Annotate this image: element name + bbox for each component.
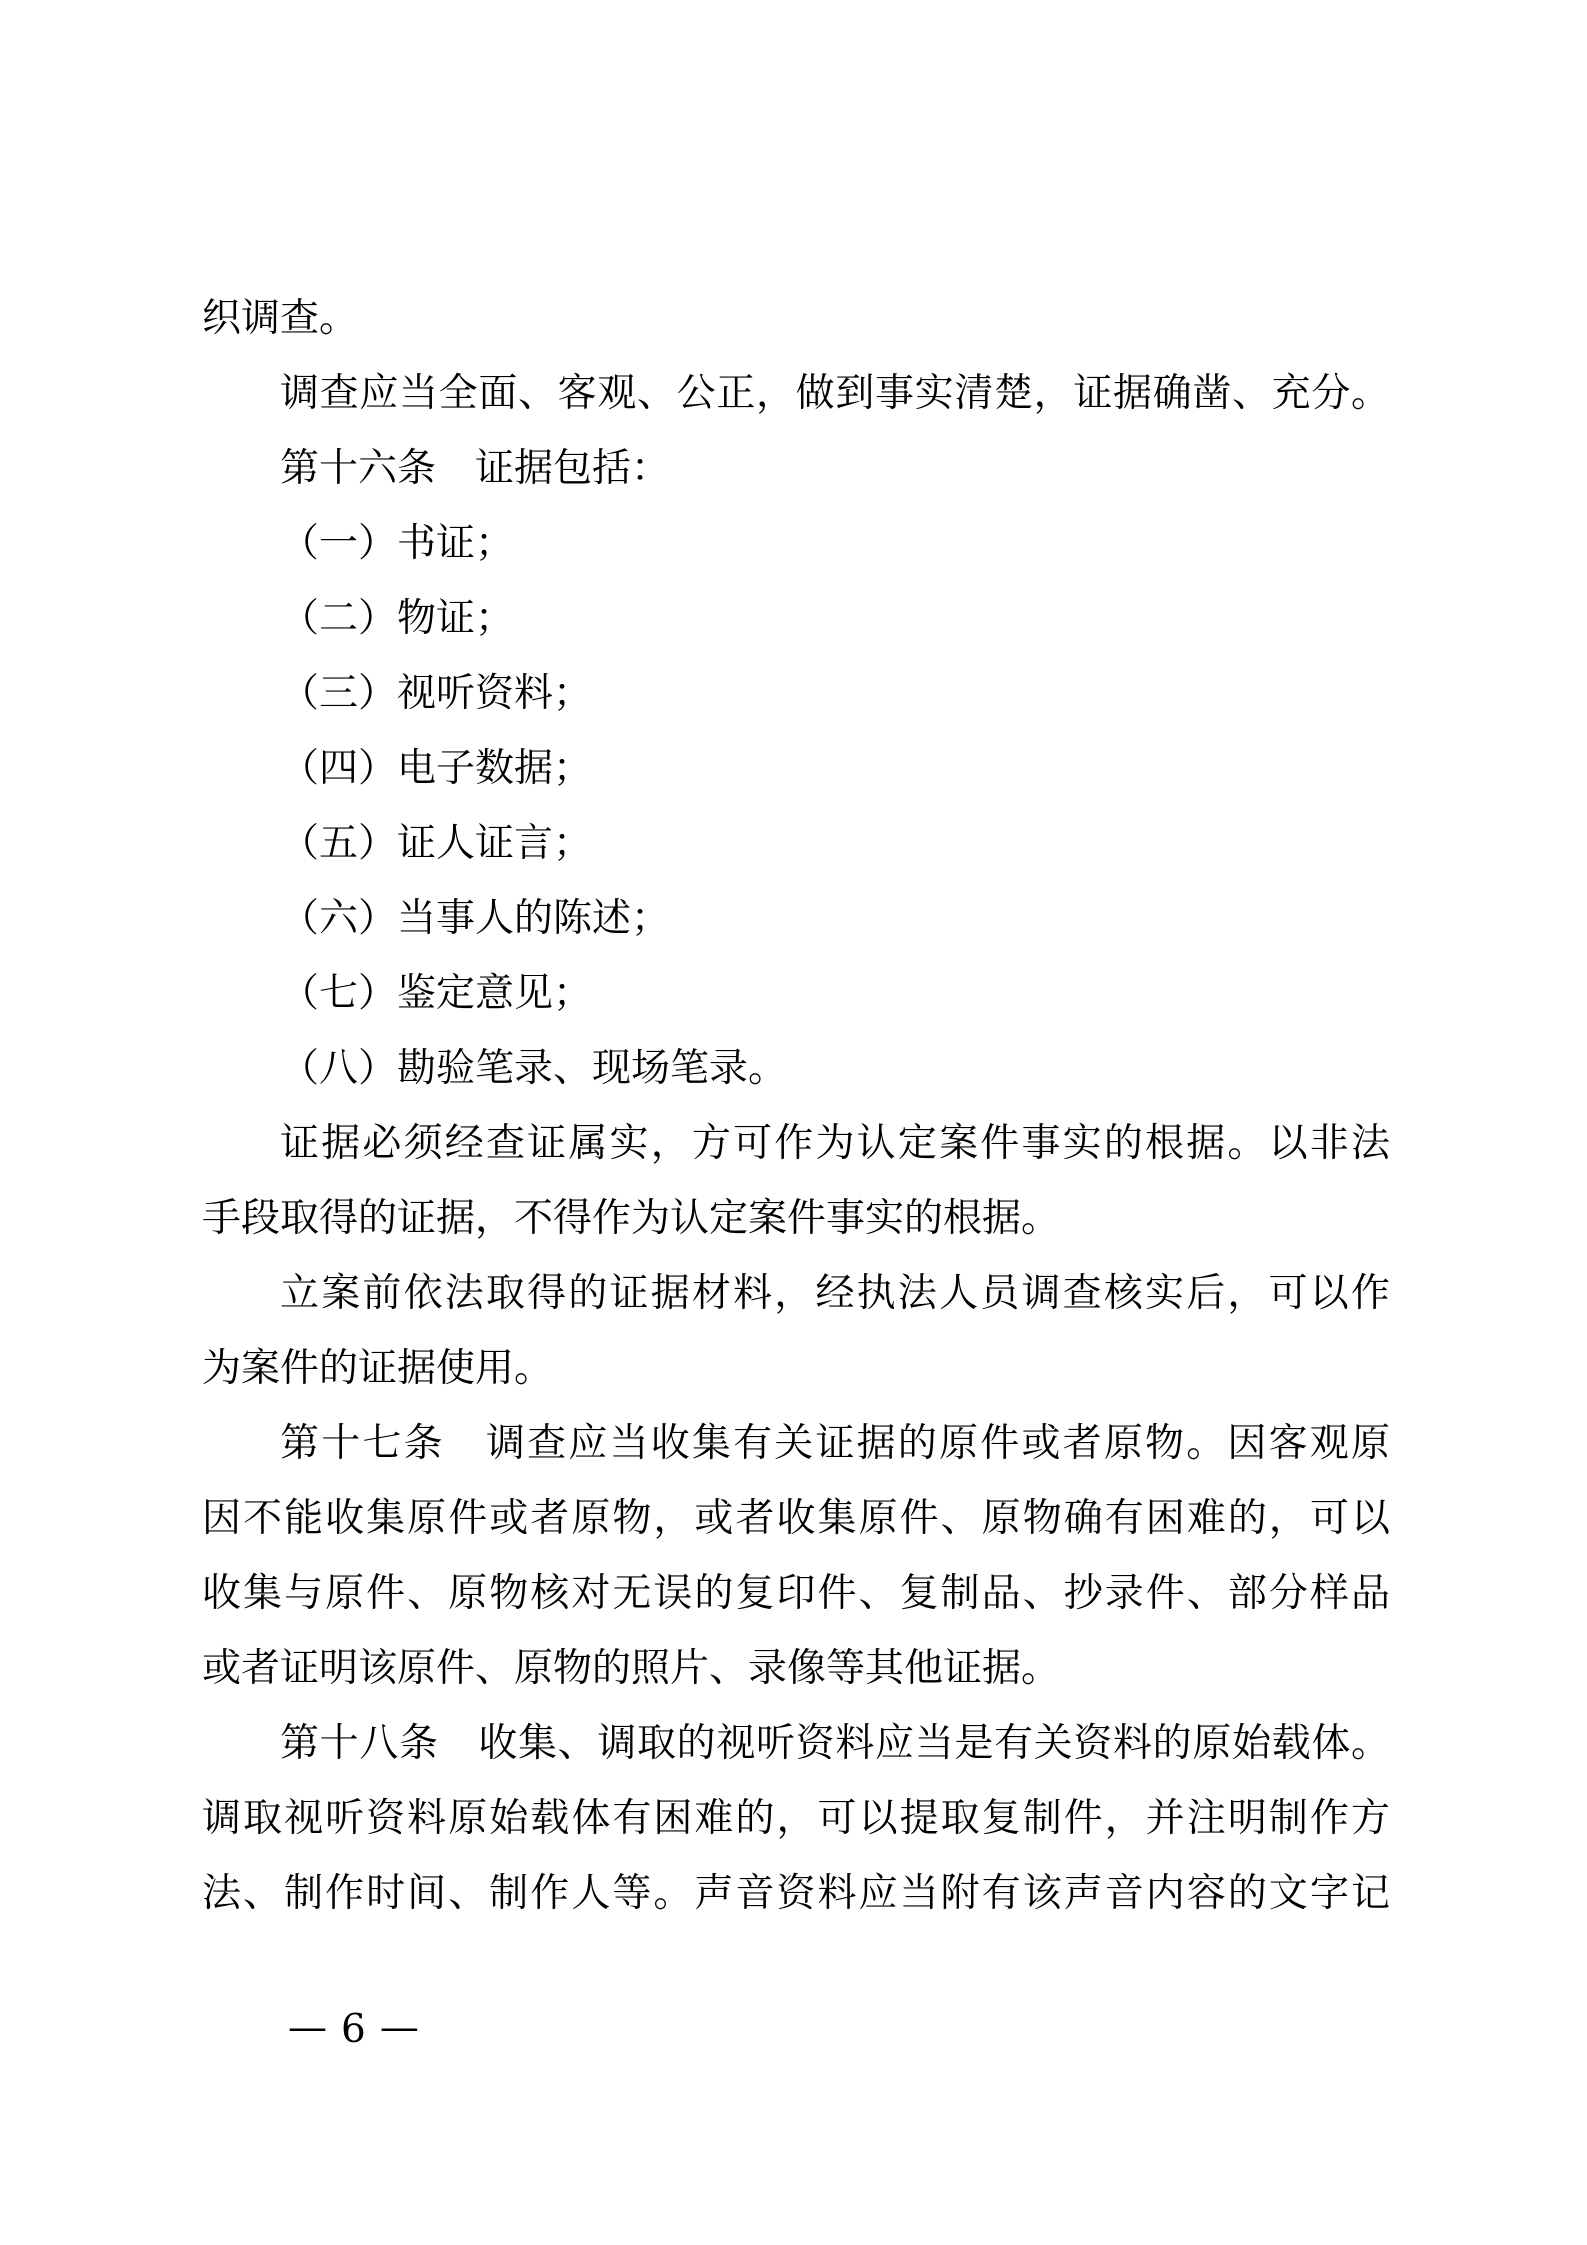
text-line: （四）电子数据； bbox=[280, 747, 593, 790]
text-line: （七）鉴定意见； bbox=[280, 972, 593, 1015]
text-line: 立案前依法取得的证据材料，经执法人员调查核实后，可以作 bbox=[280, 1272, 1390, 1315]
text-line: （三）视听资料； bbox=[280, 672, 593, 715]
page-footer bbox=[288, 2003, 419, 2055]
text-line: 织调查。 bbox=[202, 297, 359, 340]
document-body bbox=[202, 281, 1390, 1931]
text-line: 第十八条 收集、调取的视听资料应当是有关资料的原始载体。 bbox=[280, 1722, 1390, 1765]
text-line: 第十六条 证据包括： bbox=[280, 447, 671, 490]
text-line: 证据必须经查证属实，方可作为认定案件事实的根据。以非法 bbox=[280, 1122, 1390, 1165]
footer-dash-right: — bbox=[379, 2004, 419, 2050]
text-line: 或者证明该原件、原物的照片、录像等其他证据。 bbox=[202, 1647, 1061, 1690]
text-line: 第十七条 调查应当收集有关证据的原件或者原物。因客观原 bbox=[280, 1422, 1390, 1465]
text-line: （一）书证； bbox=[280, 522, 515, 565]
text-line: （六）当事人的陈述； bbox=[280, 897, 671, 940]
text-line: （八）勘验笔录、现场笔录。 bbox=[280, 1047, 788, 1090]
footer-dash-left: — bbox=[288, 2004, 327, 2050]
text-line: 为案件的证据使用。 bbox=[202, 1347, 554, 1390]
text-line: 调查应当全面、客观、公正，做到事实清楚，证据确凿、充分。 bbox=[280, 372, 1390, 415]
text-line: 调取视听资料原始载体有困难的，可以提取复制件，并注明制作方 bbox=[202, 1797, 1390, 1840]
text-line: （五）证人证言； bbox=[280, 822, 593, 865]
text-line: 收集与原件、原物核对无误的复印件、复制品、抄录件、部分样品 bbox=[202, 1572, 1390, 1615]
page-number: 6 bbox=[341, 2006, 366, 2052]
text-line: 因不能收集原件或者原物，或者收集原件、原物确有困难的，可以 bbox=[202, 1497, 1390, 1540]
text-line: 法、制作时间、制作人等。声音资料应当附有该声音内容的文字记 bbox=[202, 1872, 1390, 1915]
text-line: （二）物证； bbox=[280, 597, 515, 640]
text-line: 手段取得的证据，不得作为认定案件事实的根据。 bbox=[202, 1197, 1061, 1240]
